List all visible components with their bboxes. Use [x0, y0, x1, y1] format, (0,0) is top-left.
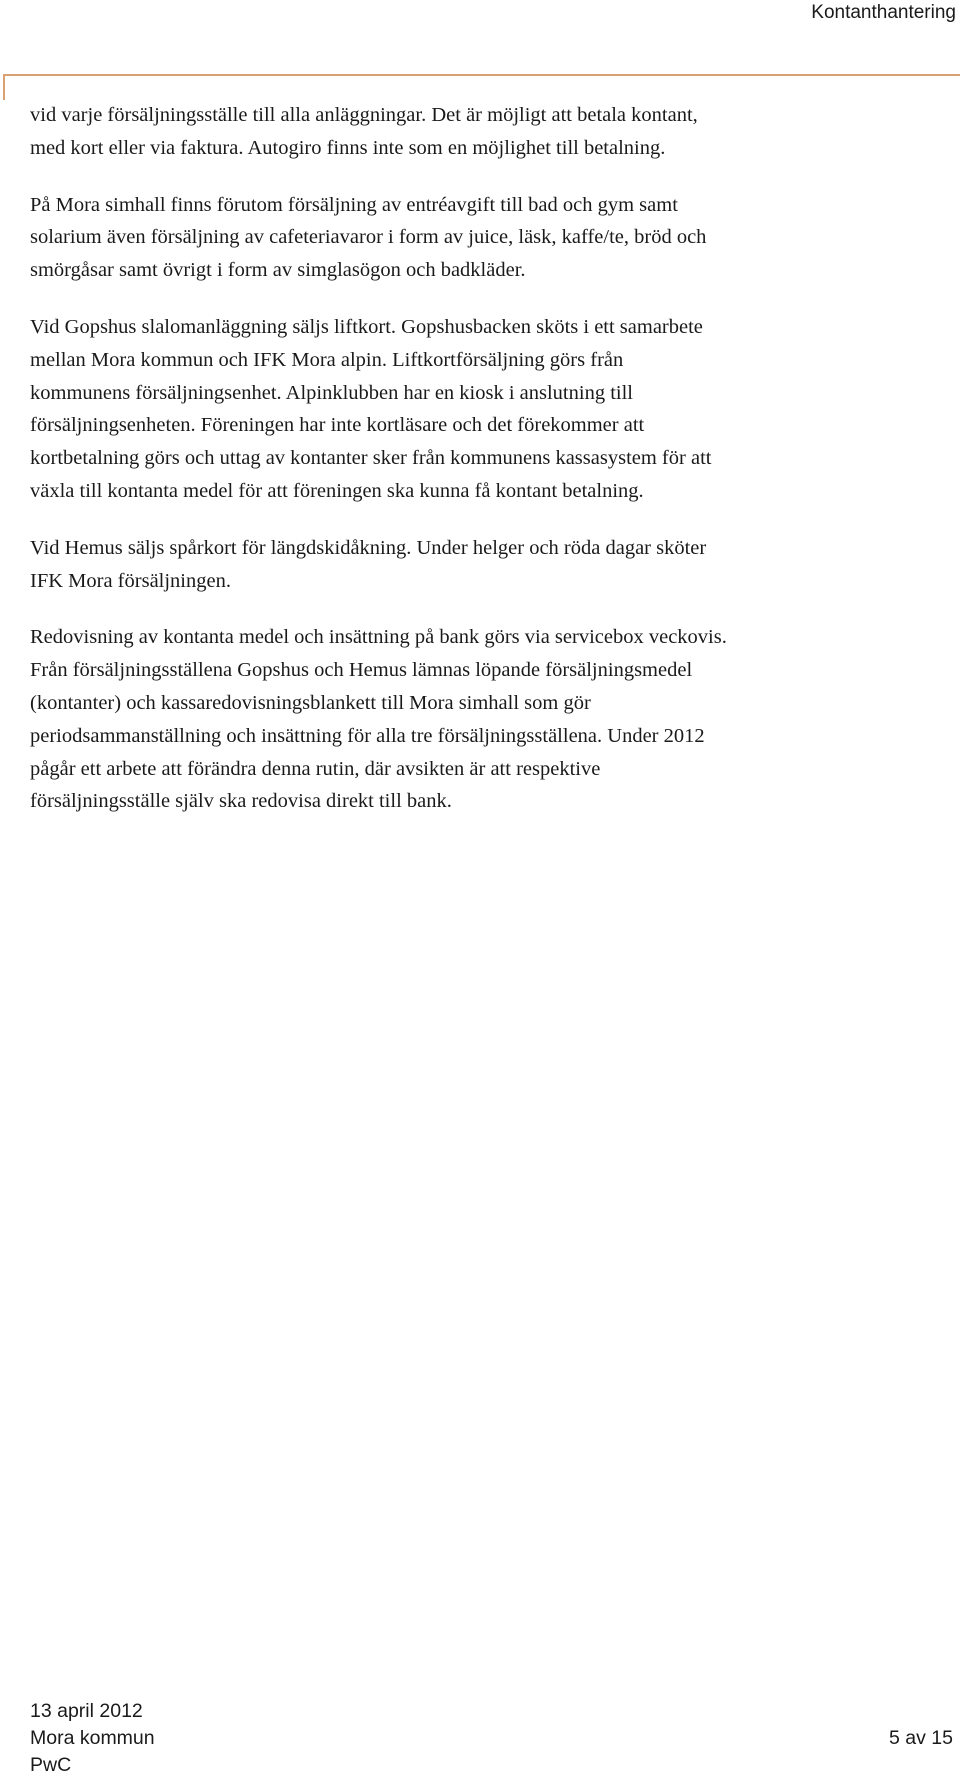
text-line: vid varje försäljningsställe till alla anläggningar. Det är möjligt att betala kontant, [30, 104, 698, 126]
paragraph [30, 532, 960, 598]
text-line: IFK Mora försäljningen. [30, 569, 231, 592]
document-body [30, 99, 960, 842]
text-line: Från försäljningsställena Gopshus och Hemus lämnas löpande försäljningsmedel [30, 659, 693, 682]
text-line: med kort eller via faktura. Autogiro finns inte som en möjlighet till betalning. [30, 136, 666, 159]
text-line: pågår ett arbete att förändra denna rutin, där avsikten är att respektive [30, 757, 601, 780]
header-rule [3, 74, 960, 76]
text-line: kommunens försäljningsenhet. Alpinklubben har en kiosk i anslutning till [30, 381, 633, 404]
footer-firm: PwC [30, 1754, 72, 1776]
text-line: (kontanter) och kassaredovisningsblankett till Mora simhall som gör [30, 691, 591, 714]
text-line: försäljningsenheten. Föreningen har inte kortläsare och det förekommer att [30, 414, 645, 437]
footer-organization-row [30, 1725, 953, 1752]
paragraph [30, 189, 960, 287]
text-line: På Mora simhall finns förutom försäljning av entréavgift till bad och gym samt [30, 193, 678, 216]
text-line: Vid Gopshus slalomanläggning säljs liftkort. Gopshusbacken sköts i ett samarbete [30, 315, 703, 338]
header-rule-tick [3, 74, 5, 100]
footer-date: 13 april 2012 [30, 1700, 143, 1722]
text-line: periodsammanställning och insättning för alla tre försäljningsställena. Under 2012 [30, 724, 705, 747]
text-line: kortbetalning görs och uttag av kontanter sker från kommunens kassasystem för att [30, 447, 712, 470]
text-line: smörgåsar samt övrigt i form av simglasögon och badkläder. [30, 259, 526, 282]
page-number: 5 av 15 [889, 1727, 953, 1749]
header-title: Kontanthantering [811, 2, 956, 23]
text-line: Redovisning av kontanta medel och insättning på bank görs via servicebox veckovis. [30, 626, 727, 649]
text-line: mellan Mora kommun och IFK Mora alpin. Liftkortförsäljning görs från [30, 348, 624, 371]
text-line: Vid Hemus säljs spårkort för längdskidåkning. Under helger och röda dagar sköter [30, 536, 707, 559]
text-line: solarium även försäljning av cafeteriavaror i form av juice, läsk, kaffe/te, bröd och [30, 226, 707, 249]
text-line: växla till kontanta medel för att föreningen ska kunna få kontant betalning. [30, 479, 644, 502]
paragraph [30, 621, 960, 818]
page-footer [30, 1698, 953, 1779]
text-line: försäljningsställe själv ska redovisa direkt till bank. [30, 790, 452, 813]
paragraph [30, 311, 960, 508]
paragraph [30, 99, 960, 165]
footer-organization: Mora kommun [30, 1727, 155, 1749]
